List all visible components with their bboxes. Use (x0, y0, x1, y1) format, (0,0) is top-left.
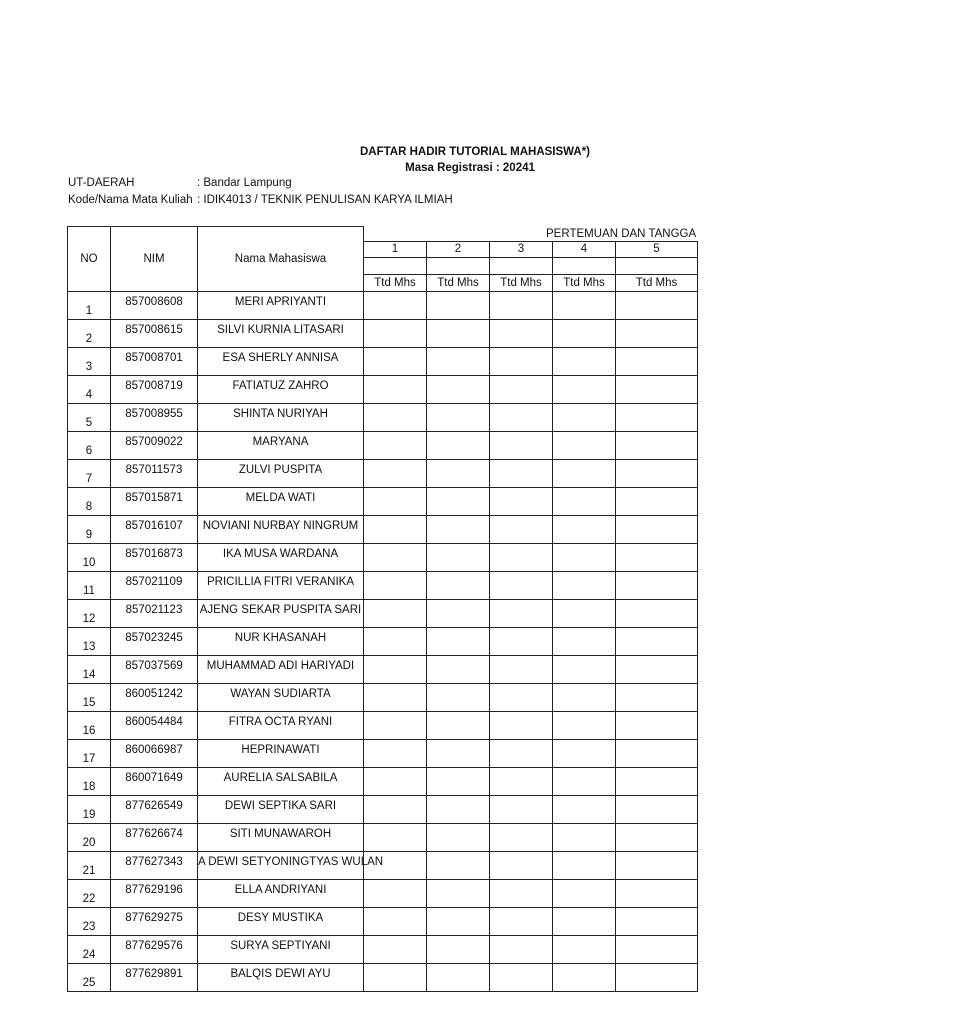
signature-cell (364, 375, 427, 403)
date-cell (364, 257, 427, 274)
signature-cell (490, 851, 553, 879)
student-name: WAYAN SUDIARTA (198, 683, 364, 711)
signature-cell (616, 403, 698, 431)
signature-cell (616, 347, 698, 375)
signature-cell (553, 347, 616, 375)
row-number: 8 (68, 487, 111, 515)
signature-cell (490, 515, 553, 543)
signature-cell (616, 655, 698, 683)
table-row (68, 375, 698, 403)
signature-cell (427, 403, 490, 431)
student-name: NUR KHASANAH (198, 627, 364, 655)
signature-cell (616, 907, 698, 935)
table-row (68, 795, 698, 823)
document-title (360, 144, 590, 176)
student-nim: 857015871 (111, 487, 198, 515)
signature-cell (553, 403, 616, 431)
signature-cell (616, 571, 698, 599)
row-number: 7 (68, 459, 111, 487)
signature-cell (616, 515, 698, 543)
meeting-number: 3 (490, 241, 553, 257)
signature-cell (616, 375, 698, 403)
signature-cell (364, 795, 427, 823)
signature-cell (427, 935, 490, 963)
course-label: Kode/Nama Mata Kuliah (68, 194, 193, 206)
student-name: PRICILLIA FITRI VERANIKA (198, 571, 364, 599)
student-nim: 857008719 (111, 375, 198, 403)
signature-cell (490, 403, 553, 431)
student-nim: 860054484 (111, 711, 198, 739)
header-nim: NIM (111, 227, 198, 292)
student-name: DEWI SEPTIKA SARI (198, 795, 364, 823)
signature-cell (427, 515, 490, 543)
signature-cell (490, 767, 553, 795)
date-cell (427, 257, 490, 274)
student-name: SITI MUNAWAROH (198, 823, 364, 851)
signature-cell (553, 739, 616, 767)
student-name: HEPRINAWATI (198, 739, 364, 767)
table-row (68, 907, 698, 935)
signature-cell (553, 459, 616, 487)
attendance-title: DAFTAR HADIR TUTORIAL MAHASISWA*) (360, 146, 590, 158)
signature-cell (427, 739, 490, 767)
attendance-table (67, 226, 698, 992)
signature-cell (427, 963, 490, 991)
signature-cell (616, 599, 698, 627)
table-row (68, 347, 698, 375)
signature-cell (616, 627, 698, 655)
signature-cell (427, 711, 490, 739)
signature-cell (427, 599, 490, 627)
date-cell (553, 257, 616, 274)
row-number: 15 (68, 683, 111, 711)
table-row (68, 851, 698, 879)
student-nim: 857008615 (111, 319, 198, 347)
signature-cell (427, 319, 490, 347)
student-nim: 857008955 (111, 403, 198, 431)
course-value: : IDIK4013 / TEKNIK PENULISAN KARYA ILMIAH (197, 194, 453, 206)
signature-cell (364, 963, 427, 991)
signature-cell (364, 599, 427, 627)
ttd-header: Ttd Mhs (553, 274, 616, 291)
student-name: SILVI KURNIA LITASARI (198, 319, 364, 347)
signature-cell (427, 767, 490, 795)
signature-cell (490, 627, 553, 655)
signature-cell (490, 795, 553, 823)
meeting-number (616, 241, 698, 257)
table-row (68, 459, 698, 487)
signature-cell (616, 431, 698, 459)
student-nim: 857011573 (111, 459, 198, 487)
signature-cell (553, 599, 616, 627)
student-name: MERI APRIYANTI (198, 291, 364, 319)
student-nim: 877629576 (111, 935, 198, 963)
signature-cell (616, 487, 698, 515)
row-number: 16 (68, 711, 111, 739)
student-name: IKA MUSA WARDANA (198, 543, 364, 571)
table-row (68, 935, 698, 963)
student-nim: 860051242 (111, 683, 198, 711)
student-nim: 860066987 (111, 739, 198, 767)
signature-cell (553, 683, 616, 711)
header-no: NO (68, 227, 111, 292)
student-nim: 857008608 (111, 291, 198, 319)
ut-daerah-label: UT-DAERAH (68, 177, 135, 189)
signature-cell (427, 291, 490, 319)
signature-cell (427, 459, 490, 487)
student-name: SURYA SEPTIYANI (198, 935, 364, 963)
table-row (68, 739, 698, 767)
header-pertemuan (364, 227, 698, 242)
signature-cell (364, 683, 427, 711)
signature-cell (553, 319, 616, 347)
student-name: NOVIANI NURBAY NINGRUM (198, 515, 364, 543)
table-row (68, 655, 698, 683)
student-rows (68, 291, 698, 991)
ttd-header: Ttd Mhs (364, 274, 427, 291)
student-nim: 857016873 (111, 543, 198, 571)
table-row (68, 599, 698, 627)
signature-cell (490, 599, 553, 627)
signature-cell (553, 515, 616, 543)
signature-cell (553, 487, 616, 515)
date-cell (616, 257, 698, 274)
row-number: 22 (68, 879, 111, 907)
signature-cell (427, 627, 490, 655)
signature-cell (427, 907, 490, 935)
signature-cell (490, 431, 553, 459)
student-nim: 857008701 (111, 347, 198, 375)
signature-cell (616, 767, 698, 795)
signature-cell (427, 431, 490, 459)
student-name: ESA SHERLY ANNISA (198, 347, 364, 375)
signature-cell (490, 683, 553, 711)
date-cell (490, 257, 553, 274)
signature-cell (553, 431, 616, 459)
student-name: A DEWI SETYONINGTYAS WULAN (198, 851, 364, 879)
student-nim: 857021109 (111, 571, 198, 599)
signature-cell (427, 823, 490, 851)
signature-cell (364, 459, 427, 487)
student-name: ZULVI PUSPITA (198, 459, 364, 487)
signature-cell (364, 291, 427, 319)
signature-cell (427, 851, 490, 879)
signature-cell (490, 823, 553, 851)
signature-cell (490, 291, 553, 319)
student-name: FATIATUZ ZAHRO (198, 375, 364, 403)
signature-cell (364, 711, 427, 739)
signature-cell (616, 823, 698, 851)
student-name: ELLA ANDRIYANI (198, 879, 364, 907)
signature-cell (616, 795, 698, 823)
row-number: 19 (68, 795, 111, 823)
student-nim: 877626674 (111, 823, 198, 851)
signature-cell (364, 431, 427, 459)
ttd-header: Ttd Mhs (427, 274, 490, 291)
ut-daerah-value: : Bandar Lampung (197, 177, 292, 189)
ttd-header (616, 274, 698, 291)
student-name: BALQIS DEWI AYU (198, 963, 364, 991)
table-row (68, 571, 698, 599)
meeting-number: 2 (427, 241, 490, 257)
table-row (68, 487, 698, 515)
row-number: 4 (68, 375, 111, 403)
signature-cell (490, 907, 553, 935)
signature-cell (364, 935, 427, 963)
signature-cell (364, 627, 427, 655)
table-row (68, 431, 698, 459)
student-nim: 877629275 (111, 907, 198, 935)
signature-cell (616, 739, 698, 767)
student-name: FITRA OCTA RYANI (198, 711, 364, 739)
signature-cell (364, 403, 427, 431)
signature-cell (553, 627, 616, 655)
signature-cell (553, 767, 616, 795)
signature-cell (427, 487, 490, 515)
signature-cell (553, 907, 616, 935)
signature-cell (490, 487, 553, 515)
student-name: MARYANA (198, 431, 364, 459)
signature-cell (427, 655, 490, 683)
signature-cell (427, 683, 490, 711)
signature-cell (616, 935, 698, 963)
signature-cell (553, 879, 616, 907)
signature-cell (553, 571, 616, 599)
signature-cell (364, 543, 427, 571)
student-nim: 877629196 (111, 879, 198, 907)
student-nim: 877626549 (111, 795, 198, 823)
row-number: 2 (68, 319, 111, 347)
student-nim: 857016107 (111, 515, 198, 543)
signature-cell (490, 739, 553, 767)
table-row (68, 683, 698, 711)
student-nim: 877629891 (111, 963, 198, 991)
table-row (68, 319, 698, 347)
signature-cell (553, 935, 616, 963)
student-name: AURELIA SALSABILA (198, 767, 364, 795)
meeting-number: 4 (553, 241, 616, 257)
signature-cell (427, 879, 490, 907)
signature-cell (553, 291, 616, 319)
signature-cell (616, 459, 698, 487)
signature-cell (490, 879, 553, 907)
signature-cell (616, 543, 698, 571)
signature-cell (616, 851, 698, 879)
row-number: 23 (68, 907, 111, 935)
student-name: MELDA WATI (198, 487, 364, 515)
signature-cell (427, 347, 490, 375)
student-name: MUHAMMAD ADI HARIYADI (198, 655, 364, 683)
row-number: 25 (68, 963, 111, 991)
table-row (68, 403, 698, 431)
attendance-table-container (67, 226, 697, 989)
signature-cell (616, 963, 698, 991)
signature-cell (490, 655, 553, 683)
signature-cell (364, 571, 427, 599)
signature-cell (364, 487, 427, 515)
signature-cell (490, 347, 553, 375)
row-number: 13 (68, 627, 111, 655)
student-name: SHINTA NURIYAH (198, 403, 364, 431)
signature-cell (616, 711, 698, 739)
row-number: 12 (68, 599, 111, 627)
signature-cell (490, 543, 553, 571)
table-row (68, 627, 698, 655)
signature-cell (364, 739, 427, 767)
row-number: 11 (68, 571, 111, 599)
signature-cell (490, 571, 553, 599)
signature-cell (616, 319, 698, 347)
signature-cell (553, 711, 616, 739)
signature-cell (364, 767, 427, 795)
signature-cell (553, 851, 616, 879)
signature-cell (553, 655, 616, 683)
registration-period: Masa Registrasi : 20241 (405, 162, 535, 174)
signature-cell (616, 683, 698, 711)
signature-cell (490, 375, 553, 403)
signature-cell (364, 515, 427, 543)
row-number: 21 (68, 851, 111, 879)
table-row (68, 711, 698, 739)
signature-cell (490, 459, 553, 487)
row-number: 20 (68, 823, 111, 851)
row-number: 18 (68, 767, 111, 795)
signature-cell (553, 823, 616, 851)
signature-cell (490, 935, 553, 963)
student-name: DESY MUSTIKA (198, 907, 364, 935)
signature-cell (427, 571, 490, 599)
row-number: 5 (68, 403, 111, 431)
student-nim: 860071649 (111, 767, 198, 795)
student-nim: 857009022 (111, 431, 198, 459)
header-nama-mahasiswa: Nama Mahasiswa (198, 227, 364, 292)
table-row (68, 291, 698, 319)
student-nim: 857021123 (111, 599, 198, 627)
table-row (68, 823, 698, 851)
signature-cell (553, 543, 616, 571)
student-name: AJENG SEKAR PUSPITA SARI (198, 599, 364, 627)
table-row (68, 543, 698, 571)
signature-cell (616, 291, 698, 319)
signature-cell (427, 795, 490, 823)
row-number: 3 (68, 347, 111, 375)
row-number: 10 (68, 543, 111, 571)
table-row (68, 515, 698, 543)
table-row (68, 879, 698, 907)
signature-cell (490, 319, 553, 347)
signature-cell (553, 795, 616, 823)
table-row (68, 767, 698, 795)
meeting-number: 1 (364, 241, 427, 257)
ttd-header-label: Ttd Mhs (635, 276, 678, 289)
signature-cell (364, 347, 427, 375)
ttd-header: Ttd Mhs (490, 274, 553, 291)
row-number: 6 (68, 431, 111, 459)
row-number: 1 (68, 291, 111, 319)
signature-cell (427, 543, 490, 571)
signature-cell (553, 375, 616, 403)
signature-cell (490, 711, 553, 739)
meeting-number-label: 5 (653, 242, 660, 255)
signature-cell (364, 907, 427, 935)
pertemuan-label: PERTEMUAN DAN TANGGA (546, 227, 697, 240)
student-nim: 857023245 (111, 627, 198, 655)
signature-cell (427, 375, 490, 403)
signature-cell (616, 879, 698, 907)
student-nim: 857037569 (111, 655, 198, 683)
signature-cell (364, 319, 427, 347)
table-row (68, 963, 698, 991)
row-number: 9 (68, 515, 111, 543)
signature-cell (553, 963, 616, 991)
row-number: 14 (68, 655, 111, 683)
row-number: 24 (68, 935, 111, 963)
student-nim: 877627343 (111, 851, 198, 879)
signature-cell (364, 879, 427, 907)
signature-cell (364, 655, 427, 683)
row-number: 17 (68, 739, 111, 767)
signature-cell (490, 963, 553, 991)
signature-cell (364, 823, 427, 851)
